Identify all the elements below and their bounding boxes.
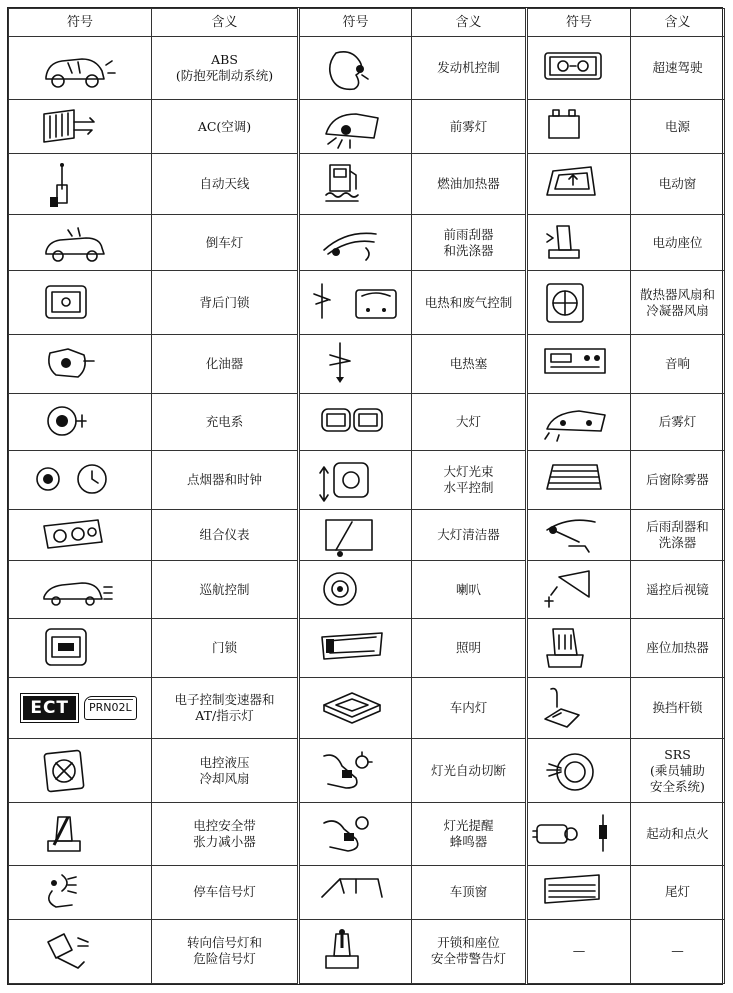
combination-meter-icon — [38, 512, 122, 558]
overdrive-icon — [539, 45, 619, 91]
symbol-cell — [527, 100, 631, 154]
meaning-cell: 自动天线 — [152, 154, 299, 215]
meaning-cell: ABS (防抱死制动系统) — [152, 37, 299, 100]
meaning-cell: 车顶窗 — [412, 865, 527, 919]
symbol-cell — [299, 739, 412, 803]
symbol-cell — [299, 215, 412, 271]
table-row — [9, 450, 725, 509]
power-seat-icon — [539, 220, 619, 266]
meaning-cell: 电动座位 — [631, 215, 725, 271]
meaning-cell: 后雨刮器和 洗涤器 — [631, 509, 725, 560]
starter-ignition-icon — [531, 811, 627, 857]
shift-lock-icon — [539, 685, 619, 731]
symbol-cell — [299, 509, 412, 560]
meaning-cell: 开锁和座位 安全带警告灯 — [412, 919, 527, 983]
meaning-cell: 巡航控制 — [152, 561, 299, 619]
symbol-cell — [9, 100, 152, 154]
stop-light-icon — [38, 869, 122, 915]
meaning-cell: SRS (乘员辅助 安全系统) — [631, 739, 725, 803]
meaning-cell: 组合仪表 — [152, 509, 299, 560]
symbol-cell — [299, 678, 412, 739]
table-row — [9, 561, 725, 619]
meaning-cell: 电热和废气控制 — [412, 271, 527, 334]
prn-indicator-label: PRN02L — [84, 696, 137, 720]
table-body — [9, 37, 725, 984]
rear-wiper-icon — [539, 512, 619, 558]
symbol-cell — [9, 803, 152, 865]
symbol-table — [8, 8, 725, 984]
symbol-cell — [527, 37, 631, 100]
table-row — [9, 865, 725, 919]
ect-label: ECT — [23, 696, 76, 720]
table-row — [9, 37, 725, 100]
headlight-icon — [316, 399, 396, 445]
symbol-cell — [299, 334, 412, 393]
light-auto-cut-icon — [316, 748, 396, 794]
table-row — [9, 919, 725, 983]
symbol-placeholder-dash: — — [572, 943, 586, 959]
radiator-fan-icon — [539, 280, 619, 326]
meaning-cell: — — [631, 919, 725, 983]
table-row — [9, 334, 725, 393]
meaning-cell: 照明 — [412, 619, 527, 678]
meaning-cell: 电控安全带 张力减小器 — [152, 803, 299, 865]
table-row — [9, 509, 725, 560]
meaning-cell: 灯光自动切断 — [412, 739, 527, 803]
engine-control-icon — [316, 45, 396, 91]
symbol-cell — [9, 919, 152, 983]
header-meaning-3: 含义 — [631, 9, 725, 37]
rear-defogger-icon — [539, 457, 619, 503]
symbol-cell — [299, 619, 412, 678]
symbol-cell — [299, 37, 412, 100]
symbol-cell — [527, 619, 631, 678]
meaning-cell: 背后门锁 — [152, 271, 299, 334]
symbol-cell — [9, 561, 152, 619]
back-door-lock-icon — [38, 280, 122, 326]
table-row — [9, 393, 725, 450]
symbol-cell — [9, 739, 152, 803]
power-window-icon — [539, 161, 619, 207]
meaning-cell: 尾灯 — [631, 865, 725, 919]
meaning-cell: 电热塞 — [412, 334, 527, 393]
meaning-cell: AC(空调) — [152, 100, 299, 154]
front-fog-light-icon — [316, 104, 396, 150]
symbol-cell — [299, 865, 412, 919]
table-row — [9, 100, 725, 154]
symbol-cell — [527, 509, 631, 560]
symbol-cell — [527, 450, 631, 509]
header-meaning-1: 含义 — [152, 9, 299, 37]
symbol-cell — [299, 271, 412, 334]
meaning-cell: 起动和点火 — [631, 803, 725, 865]
symbol-cell — [299, 100, 412, 154]
meaning-cell: 散热器风扇和 冷凝器风扇 — [631, 271, 725, 334]
header-meaning-2: 含义 — [412, 9, 527, 37]
table-row — [9, 803, 725, 865]
abs-car-icon — [38, 45, 122, 91]
ac-vent-icon — [38, 104, 122, 150]
meaning-cell: 遥控后视镜 — [631, 561, 725, 619]
interior-light-icon — [316, 685, 396, 731]
meaning-cell: 大灯 — [412, 393, 527, 450]
fuel-heater-icon — [316, 161, 396, 207]
symbol-cell — [527, 561, 631, 619]
symbol-cell — [9, 37, 152, 100]
reverse-light-icon — [38, 220, 122, 266]
light-reminder-buzzer-icon — [316, 811, 396, 857]
symbol-cell — [9, 215, 152, 271]
hydraulic-fan-icon — [38, 748, 122, 794]
meaning-cell: 后雾灯 — [631, 393, 725, 450]
symbol-cell — [299, 561, 412, 619]
meaning-cell: 车内灯 — [412, 678, 527, 739]
meaning-cell: 前雾灯 — [412, 100, 527, 154]
meaning-cell: 点烟器和时钟 — [152, 450, 299, 509]
seatbelt-tension-icon — [38, 811, 122, 857]
header-symbol-1: 符号 — [9, 9, 152, 37]
symbol-cell — [299, 154, 412, 215]
meaning-cell: 倒车灯 — [152, 215, 299, 271]
unlock-seatbelt-warning-icon — [316, 928, 396, 974]
symbol-cell — [527, 803, 631, 865]
sunroof-icon — [316, 869, 396, 915]
symbol-cell — [527, 739, 631, 803]
glow-plug-icon — [316, 341, 396, 387]
table-row — [9, 619, 725, 678]
meaning-cell: 充电系 — [152, 393, 299, 450]
symbol-cell — [527, 865, 631, 919]
meaning-cell: 电动窗 — [631, 154, 725, 215]
cruise-control-icon — [38, 567, 122, 613]
tail-light-icon — [539, 869, 619, 915]
symbol-cell — [299, 450, 412, 509]
symbol-cell — [527, 919, 631, 983]
symbol-cell — [527, 393, 631, 450]
meaning-cell: 燃油加热器 — [412, 154, 527, 215]
front-wiper-icon — [316, 220, 396, 266]
meaning-cell: 发动机控制 — [412, 37, 527, 100]
turn-hazard-icon — [38, 928, 122, 974]
meaning-cell: 音响 — [631, 334, 725, 393]
table-row — [9, 215, 725, 271]
symbol-cell — [9, 509, 152, 560]
symbol-cell — [9, 334, 152, 393]
meaning-cell: 电控液压 冷却风扇 — [152, 739, 299, 803]
headlight-cleaner-icon — [316, 512, 396, 558]
battery-icon — [539, 104, 619, 150]
symbol-cell — [9, 393, 152, 450]
table-row — [9, 739, 725, 803]
table-row — [9, 678, 725, 739]
illumination-icon — [316, 625, 396, 671]
header-symbol-2: 符号 — [299, 9, 412, 37]
meaning-cell: 后窗除雾器 — [631, 450, 725, 509]
symbol-cell — [527, 334, 631, 393]
meaning-cell: 停车信号灯 — [152, 865, 299, 919]
door-lock-icon — [38, 625, 122, 671]
symbol-cell — [527, 215, 631, 271]
symbol-cell — [9, 619, 152, 678]
meaning-cell: 电源 — [631, 100, 725, 154]
symbol-cell — [299, 803, 412, 865]
meaning-cell: 超速驾驶 — [631, 37, 725, 100]
table-row — [9, 271, 725, 334]
carburetor-icon — [38, 341, 122, 387]
meaning-cell: 换挡杆锁 — [631, 678, 725, 739]
symbol-cell — [299, 393, 412, 450]
cigarette-lighter-clock-icon — [32, 457, 128, 503]
defogger-emission-icon — [308, 280, 404, 326]
symbol-cell — [9, 450, 152, 509]
ect-icon — [9, 696, 151, 720]
symbol-cell — [527, 678, 631, 739]
symbol-cell — [527, 154, 631, 215]
symbol-cell — [9, 271, 152, 334]
meaning-cell: 化油器 — [152, 334, 299, 393]
alternator-icon — [38, 399, 122, 445]
symbol-cell — [9, 154, 152, 215]
symbol-cell — [9, 865, 152, 919]
meaning-cell: 大灯光束 水平控制 — [412, 450, 527, 509]
srs-airbag-icon — [539, 748, 619, 794]
meaning-cell: 前雨刮器 和洗涤器 — [412, 215, 527, 271]
audio-icon — [539, 341, 619, 387]
remote-mirror-icon — [539, 567, 619, 613]
rear-fog-light-icon — [539, 399, 619, 445]
meaning-cell: 门锁 — [152, 619, 299, 678]
headlight-leveling-icon — [316, 457, 396, 503]
symbol-cell — [9, 678, 152, 739]
symbol-cell — [527, 271, 631, 334]
power-antenna-icon — [38, 161, 122, 207]
header-symbol-3: 符号 — [527, 9, 631, 37]
meaning-cell: 转向信号灯和 危险信号灯 — [152, 919, 299, 983]
header-row — [9, 9, 725, 37]
table-row — [9, 154, 725, 215]
meaning-cell: 灯光提醒 蜂鸣器 — [412, 803, 527, 865]
symbol-table-sheet — [7, 7, 723, 985]
seat-heater-icon — [539, 625, 619, 671]
meaning-cell: 电子控制变速器和 AT/指示灯 — [152, 678, 299, 739]
meaning-cell: 座位加热器 — [631, 619, 725, 678]
horn-icon — [316, 567, 396, 613]
meaning-cell: 喇叭 — [412, 561, 527, 619]
symbol-cell — [299, 919, 412, 983]
meaning-cell: 大灯清洁器 — [412, 509, 527, 560]
